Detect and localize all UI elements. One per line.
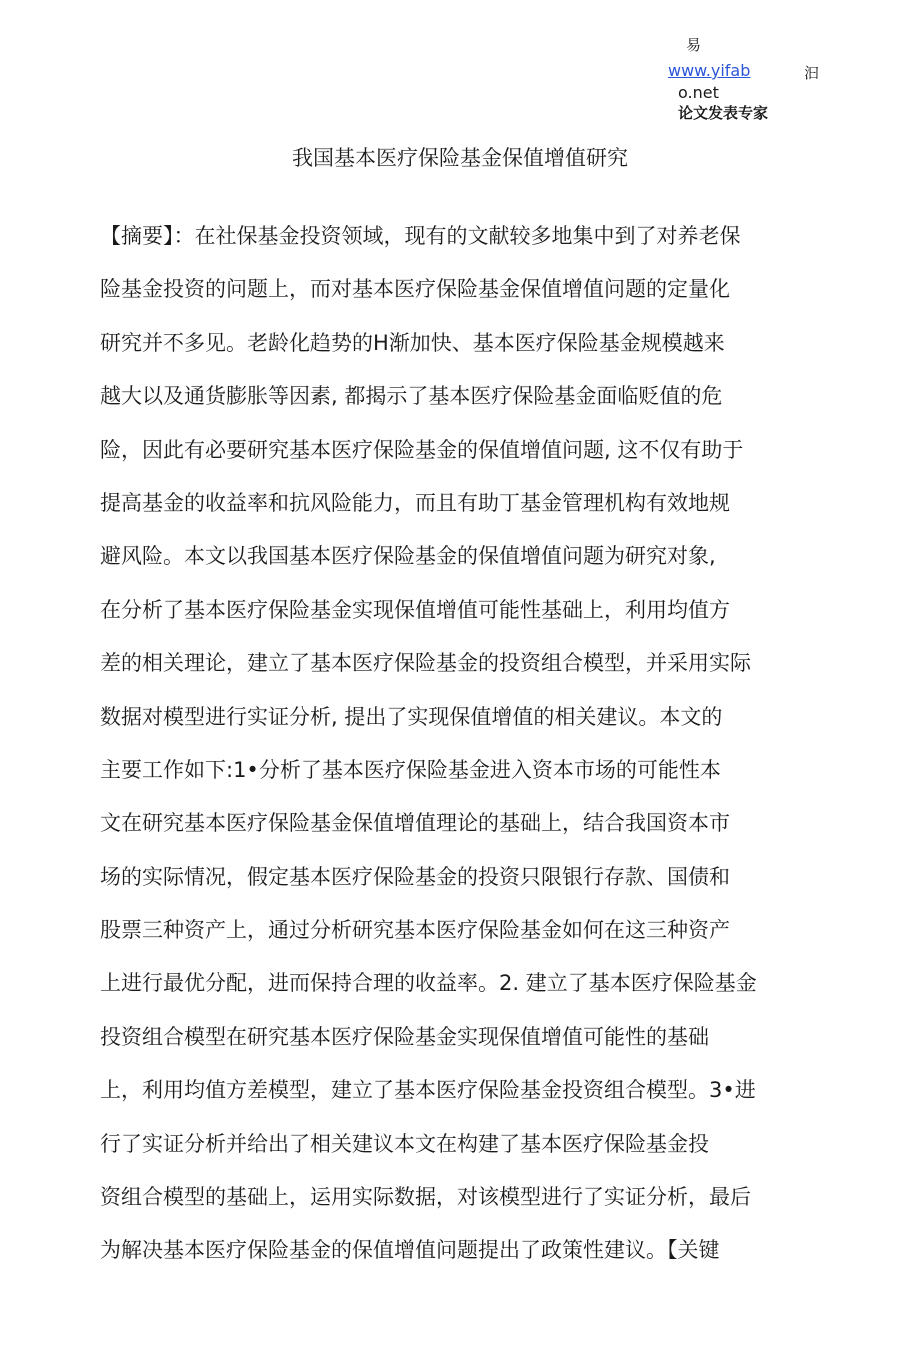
abstract-line: 行了实证分析并给出了相关建议本文在构建了基本医疗保险基金投 — [100, 1131, 709, 1156]
logo-domain-suffix: o.net — [678, 83, 719, 102]
abstract-line: 股票三种资产上，通过分析研究基本医疗保险基金如何在这三种资产 — [100, 918, 730, 943]
abstract-body — [100, 218, 820, 1286]
abstract-line: 文在研究基本医疗保险基金保值增值理论的基础上，结合我国资本市 — [100, 811, 730, 836]
abstract-line: 投资组合模型在研究基本医疗保险基金实现保值增值可能性的基础 — [100, 1024, 709, 1049]
logo-site-link[interactable]: www.yifab — [668, 61, 751, 80]
logo-side-text: 汩 — [804, 64, 820, 82]
abstract-line: 越大以及通货膨胀等因素, 都揭示了基本医疗保险基金面临贬值的危 — [100, 384, 723, 409]
abstract-line: 研究并不多见。老龄化趋势的H渐加快、基本医疗保险基金规模越来 — [100, 330, 725, 355]
abstract-line: 上进行最优分配，进而保持合理的收益率。2. 建立了基本医疗保险基金 — [100, 971, 757, 996]
abstract-line: 数据对模型进行实证分析, 提出了实现保值增值的相关建议。本文的 — [100, 704, 723, 729]
abstract-line: 在分析了基本医疗保险基金实现保值增值可能性基础上，利用均值方 — [100, 597, 730, 622]
abstract-line: 险，因此有必要研究基本医疗保险基金的保值增值问题, 这不仅有助于 — [100, 437, 744, 462]
abstract-line: 场的实际情况，假定基本医疗保险基金的投资只限银行存款、国债和 — [100, 864, 730, 889]
abstract-line: 资组合模型的基础上，运用实际数据，对该模型进行了实证分析，最后 — [100, 1185, 751, 1210]
abstract-line: 避风险。本文以我国基本医疗保险基金的保值增值问题为研究对象, — [100, 544, 716, 569]
logo-slogan: 论文发表专家 — [678, 104, 769, 122]
abstract-line: 提高基金的收益率和抗风险能力，而且有助丁基金管理机构有效地规 — [100, 490, 730, 515]
abstract-line: 主要工作如下:1•分析了基本医疗保险基金进入资本市场的可能性本 — [100, 757, 721, 782]
abstract-line: 为解决基本医疗保险基金的保值增值问题提出了政策性建议。【关键 — [100, 1238, 720, 1263]
logo-top-text: 易 — [686, 36, 702, 54]
abstract-line: 差的相关理论，建立了基本医疗保险基金的投资组合模型，并采用实际 — [100, 651, 751, 676]
abstract-line: 【摘要】：在社保基金投资领域，现有的文献较多地集中到了对养老保 — [100, 224, 741, 248]
document-title: 我国基本医疗保险基金保值增值研究 — [292, 146, 628, 170]
abstract-line: 上，利用均值方差模型，建立了基本医疗保险基金投资组合模型。3•进 — [100, 1078, 756, 1103]
abstract-line: 险基金投资的问题上，而对基本医疗保险基金保值增值问题的定量化 — [100, 277, 730, 302]
